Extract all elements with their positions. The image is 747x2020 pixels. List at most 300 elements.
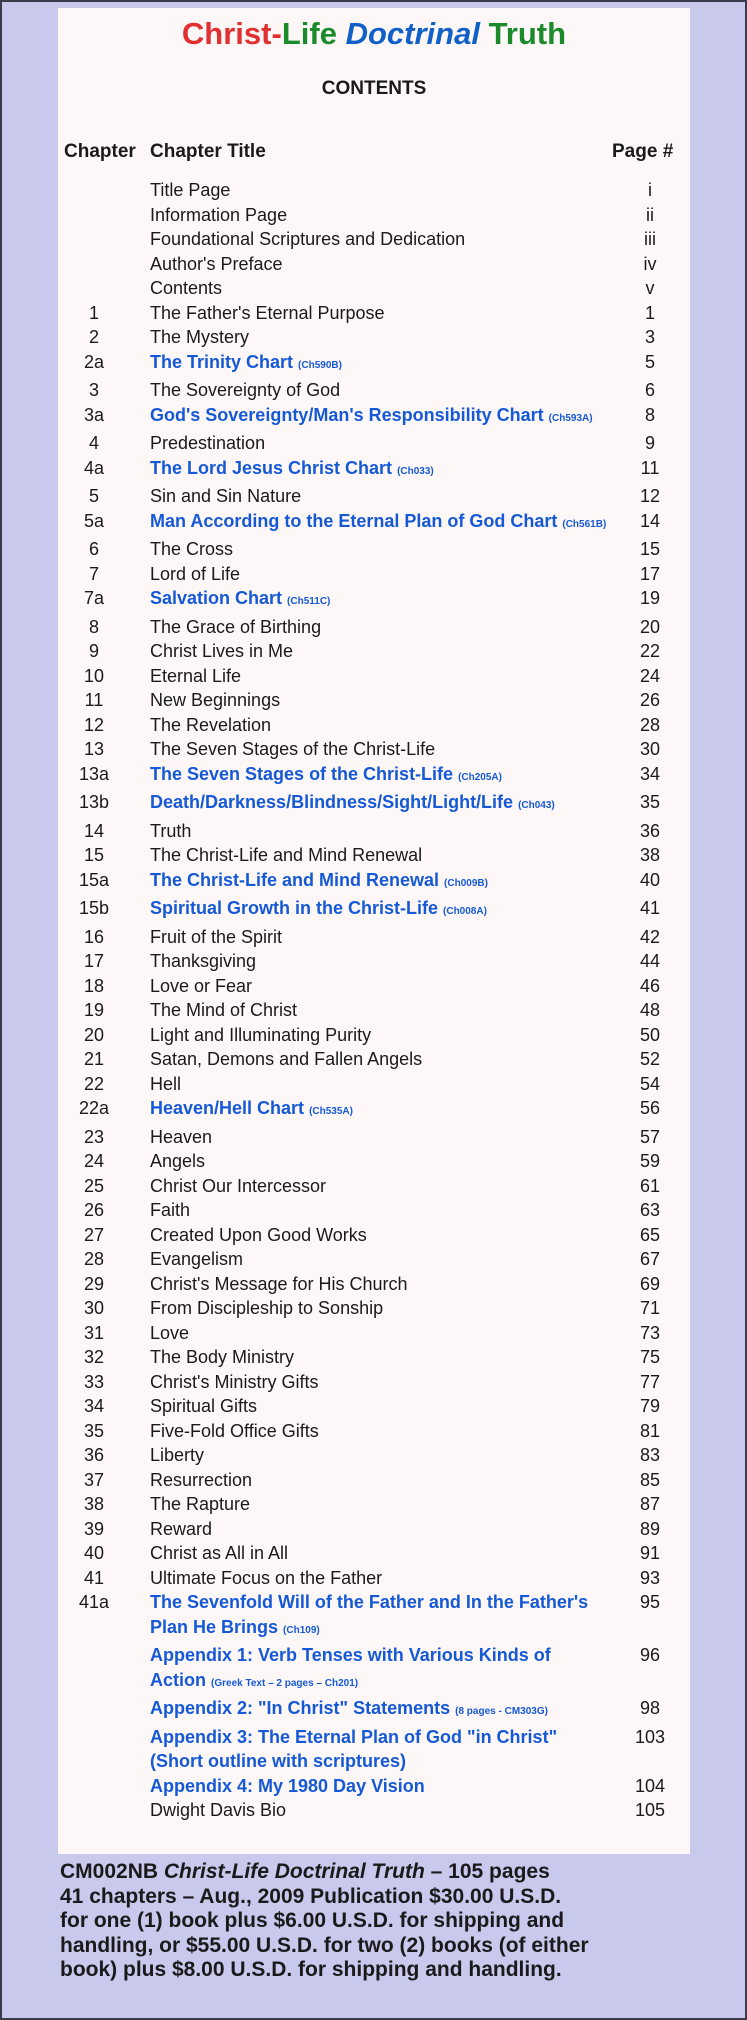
- chart-code: (8 pages - CM303G): [455, 1706, 548, 1717]
- chapter-number: 41: [83, 1567, 105, 1588]
- page-number: 35: [639, 792, 661, 812]
- chapter-number: 4a: [83, 457, 105, 478]
- chapter-title-link[interactable]: [150, 456, 610, 485]
- chapter-title-text: The Sovereignty of God: [150, 380, 341, 400]
- chapter-title: [150, 562, 610, 587]
- chapter-number: 32: [83, 1347, 105, 1367]
- chapter-title-text: Death/Darkness/Blindness/Sight/Light/Life: [150, 792, 514, 812]
- toc-row[interactable]: [58, 1774, 690, 1799]
- chapter-title-text: The Revelation: [150, 714, 272, 735]
- chapter-title-text: Title Page: [150, 180, 231, 200]
- toc-row: [58, 1149, 690, 1174]
- chapter-title: [150, 1394, 610, 1419]
- toc-row: [58, 1223, 690, 1248]
- toc-row: [58, 537, 690, 562]
- toc-row: [58, 1047, 690, 1072]
- chapter-title-link[interactable]: [150, 586, 610, 615]
- chapter-number: 14: [83, 820, 105, 841]
- chart-code: (Ch511C): [287, 596, 331, 607]
- page-number: 52: [639, 1049, 661, 1069]
- order-line-1: [60, 1860, 720, 1885]
- chapter-title: [150, 974, 610, 999]
- chapter-title-text: The Christ-Life and Mind Renewal: [150, 869, 440, 890]
- chart-code: (Ch109): [283, 1624, 320, 1636]
- chapter-title: [150, 1321, 610, 1346]
- toc-row: [58, 1023, 690, 1048]
- toc-row: [58, 1125, 690, 1150]
- page-number: 103: [634, 1726, 666, 1747]
- page-number: 1: [644, 302, 655, 323]
- chapter-title-link[interactable]: [150, 868, 610, 897]
- chapter-title-text: Heaven/Hell Chart: [150, 1098, 305, 1118]
- chapter-title-link[interactable]: [150, 350, 610, 379]
- page-number: ii: [646, 204, 654, 225]
- chapter-title: [150, 1468, 610, 1493]
- chapter-title: [150, 1345, 610, 1370]
- chapter-number: 6: [88, 539, 99, 559]
- contents-panel: [58, 8, 690, 1854]
- chart-code: (Greek Text – 2 pages – Ch201): [211, 1677, 359, 1689]
- chapter-title: [150, 1072, 610, 1097]
- chapter-title: [150, 1247, 610, 1272]
- chapter-title: [150, 1541, 610, 1566]
- chapter-number: 3: [88, 380, 99, 400]
- chapter-title-text: The Christ-Life and Mind Renewal: [150, 845, 423, 865]
- page-number: 85: [639, 1469, 661, 1490]
- chapter-number: 5: [88, 486, 99, 506]
- toc-row: [58, 843, 690, 868]
- chapter-title: [150, 325, 610, 350]
- page-number: 57: [639, 1126, 661, 1147]
- chapter-title-text: The Mystery: [150, 327, 250, 347]
- chart-code: (Ch033): [397, 465, 434, 477]
- chapter-number: 34: [83, 1396, 105, 1416]
- chapter-title-text: Appendix 4: My 1980 Day Vision: [150, 1775, 425, 1796]
- chapter-title-text: Salvation Chart: [150, 588, 283, 608]
- page-number: 48: [639, 1000, 661, 1020]
- chapter-title-link[interactable]: [150, 403, 610, 432]
- column-header-title: Chapter Title: [150, 141, 266, 162]
- chapter-title-text: Christ's Message for His Church: [150, 1273, 408, 1294]
- order-line-3: for one (1) book plus $6.00 U.S.D. for shipping and: [60, 1909, 565, 1932]
- page-number: 41: [639, 898, 661, 918]
- chapter-number: 17: [83, 951, 105, 971]
- chart-code: (Ch561B): [562, 518, 607, 530]
- page-number: 73: [639, 1322, 661, 1343]
- chapter-title-text: Hell: [150, 1073, 182, 1094]
- chapter-title-text: Information Page: [150, 204, 288, 225]
- chapter-title: [150, 615, 610, 640]
- toc-row[interactable]: [58, 1643, 690, 1696]
- chapter-number: 15b: [78, 898, 110, 918]
- page-number: 93: [639, 1567, 661, 1588]
- toc-row: [58, 1492, 690, 1517]
- toc-row: [58, 1321, 690, 1346]
- page-number: 95: [639, 1592, 661, 1612]
- chapter-number: 9: [88, 641, 99, 661]
- toc-row: [58, 301, 690, 326]
- chapter-title: [150, 1023, 610, 1048]
- toc-row[interactable]: [58, 1696, 690, 1725]
- chapter-title: [150, 252, 610, 277]
- chapter-title: [150, 925, 610, 950]
- chapter-title-text: Predestination: [150, 433, 266, 453]
- toc-row: [58, 1566, 690, 1591]
- chapter-number: 31: [83, 1322, 105, 1343]
- chapter-title-text: The Lord Jesus Christ Chart: [150, 457, 393, 478]
- chapter-title-text: Contents: [150, 278, 223, 298]
- chapter-title-link[interactable]: [150, 1696, 610, 1725]
- toc-row: [58, 484, 690, 509]
- chart-code: (Ch205A): [458, 771, 502, 783]
- toc-row: [58, 664, 690, 689]
- chapter-title-text: The Body Ministry: [150, 1347, 295, 1367]
- chapter-number: 13b: [78, 792, 110, 812]
- chapter-number: 25: [83, 1175, 105, 1196]
- page-number: 30: [639, 739, 661, 759]
- chapter-title-text: From Discipleship to Sonship: [150, 1298, 384, 1318]
- toc-list: [58, 178, 690, 1823]
- chapter-title-text: The Seven Stages of the Christ-Life: [150, 763, 454, 784]
- chapter-title: [150, 276, 610, 301]
- chapter-title-link[interactable]: [150, 762, 610, 791]
- toc-row: [58, 1517, 690, 1542]
- chapter-number: 39: [83, 1518, 105, 1539]
- chapter-title-text: Reward: [150, 1518, 213, 1539]
- chapter-title-text: Angels: [150, 1151, 206, 1171]
- toc-row[interactable]: [58, 896, 690, 925]
- toc-row: [58, 431, 690, 456]
- chart-code: (Ch593A): [548, 412, 593, 424]
- chapter-title-text: Satan, Demons and Fallen Angels: [150, 1049, 423, 1069]
- chapter-title-text: The Sevenfold Will of the Father and In the Father's Plan He Brings: [150, 1592, 589, 1637]
- toc-row: [58, 378, 690, 403]
- chapter-number: 15: [83, 845, 105, 865]
- toc-row: [58, 1394, 690, 1419]
- page-number: 6: [644, 380, 655, 400]
- chapter-title-link[interactable]: [150, 1590, 610, 1643]
- chapter-title: [150, 998, 610, 1023]
- chart-code: (Ch043): [518, 800, 555, 811]
- chapter-title-text: Foundational Scriptures and Dedication: [150, 229, 466, 249]
- chapter-number: 18: [83, 975, 105, 996]
- chapter-number: 16: [83, 926, 105, 947]
- page-number: 28: [639, 714, 661, 735]
- toc-row: [58, 325, 690, 350]
- toc-row: [58, 615, 690, 640]
- toc-row: [58, 276, 690, 301]
- chapter-title-text: Sin and Sin Nature: [150, 486, 302, 506]
- chapter-number: 7: [88, 563, 99, 584]
- page-number: iv: [643, 253, 657, 274]
- toc-row[interactable]: [58, 868, 690, 897]
- page-number: 98: [639, 1698, 661, 1718]
- chapter-number: 36: [83, 1445, 105, 1465]
- chapter-title-text: God's Sovereignty/Man's Responsibility Chart: [150, 404, 544, 425]
- chapter-title-link[interactable]: [150, 790, 610, 819]
- page-number: 3: [644, 327, 655, 347]
- chapter-title: [150, 1296, 610, 1321]
- toc-row: [58, 1296, 690, 1321]
- page-number: 75: [639, 1347, 661, 1367]
- chart-code: (Ch009B): [444, 877, 488, 889]
- page-number: 56: [639, 1098, 661, 1118]
- page-number: 83: [639, 1445, 661, 1465]
- page-number: 36: [639, 820, 661, 841]
- page-number: v: [645, 278, 655, 298]
- page-number: 38: [639, 845, 661, 865]
- heading-hyphen: -: [271, 16, 282, 51]
- chapter-number: 5a: [83, 510, 105, 531]
- chapter-number: 2a: [83, 351, 105, 372]
- page-number: 20: [639, 616, 661, 637]
- toc-row: [58, 1174, 690, 1199]
- toc-row: [58, 819, 690, 844]
- chapter-title: [150, 1492, 610, 1517]
- toc-row: [58, 1072, 690, 1097]
- page-number: 105: [634, 1800, 666, 1820]
- chapter-title-text: Spiritual Gifts: [150, 1396, 258, 1416]
- chapter-title: [150, 1517, 610, 1542]
- chapter-title-text: Christ's Ministry Gifts: [150, 1371, 319, 1392]
- chapter-title: [150, 1798, 610, 1823]
- chapter-title-text: Thanksgiving: [150, 951, 257, 971]
- toc-row: [58, 688, 690, 713]
- chapter-title: [150, 378, 610, 403]
- page-number: 69: [639, 1273, 661, 1294]
- toc-row: [58, 1541, 690, 1566]
- product-title: Christ-Life Doctrinal Truth: [163, 1860, 425, 1883]
- chapter-title: [150, 178, 610, 203]
- toc-row: [58, 227, 690, 252]
- page-number: 5: [644, 351, 655, 372]
- toc-row: [58, 998, 690, 1023]
- chapter-title: [150, 1272, 610, 1297]
- page-number: 67: [639, 1249, 661, 1269]
- chapter-title-text: Appendix 2: "In Christ" Statements: [150, 1698, 451, 1718]
- chapter-title: [150, 1149, 610, 1174]
- chapter-number: 24: [83, 1151, 105, 1171]
- chapter-number: 1: [88, 302, 99, 323]
- chapter-title: [150, 484, 610, 509]
- product-code: CM002NB: [60, 1860, 159, 1883]
- toc-row[interactable]: [58, 509, 690, 538]
- toc-row[interactable]: [58, 1725, 690, 1774]
- chapter-title-text: The Rapture: [150, 1494, 251, 1514]
- chapter-title-link[interactable]: [150, 1096, 610, 1125]
- toc-row[interactable]: [58, 403, 690, 432]
- chapter-title-text: Love or Fear: [150, 975, 253, 996]
- toc-row: [58, 1345, 690, 1370]
- chapter-number: 8: [88, 616, 99, 637]
- page-number: 54: [639, 1073, 661, 1094]
- chapter-title: [150, 301, 610, 326]
- page-number: iii: [644, 229, 656, 249]
- order-line-5: book) plus $8.00 U.S.D. for shipping and handling.: [60, 1958, 562, 1981]
- chapter-number: 15a: [78, 869, 110, 890]
- chapter-title-text: Appendix 3: The Eternal Plan of God "in Christ" (Short outline with scriptures): [150, 1726, 558, 1771]
- toc-row[interactable]: [58, 586, 690, 615]
- toc-row[interactable]: [58, 1096, 690, 1125]
- chapter-title-text: Appendix 1: Verb Tenses with Various Kinds of Action: [150, 1645, 551, 1690]
- page-number: 12: [639, 486, 661, 506]
- chapter-title: [150, 1370, 610, 1395]
- chapter-title: [150, 1419, 610, 1444]
- page-number: 19: [639, 588, 661, 608]
- chapter-number: 21: [83, 1049, 105, 1069]
- chapter-title-text: Five-Fold Office Gifts: [150, 1420, 319, 1441]
- toc-row: [58, 1272, 690, 1297]
- page-number: 34: [639, 763, 661, 784]
- chapter-title-text: Heaven: [150, 1126, 213, 1147]
- page-number: 91: [639, 1543, 661, 1563]
- page-number: i: [648, 180, 652, 200]
- chapter-title-link[interactable]: [150, 896, 610, 925]
- page-number: 89: [639, 1518, 661, 1539]
- chapter-title-text: Light and Illuminating Purity: [150, 1024, 372, 1045]
- chapter-title: [150, 1443, 610, 1468]
- toc-row: [58, 252, 690, 277]
- chapter-title-text: Resurrection: [150, 1469, 253, 1490]
- page-number: 24: [639, 665, 661, 686]
- page-number: 77: [639, 1371, 661, 1392]
- chapter-title-text: Christ as All in All: [150, 1543, 289, 1563]
- page-number: 104: [634, 1775, 666, 1796]
- page-number: 61: [639, 1175, 661, 1196]
- chapter-number: 29: [83, 1273, 105, 1294]
- chapter-number: 26: [83, 1200, 105, 1220]
- chapter-number: 28: [83, 1249, 105, 1269]
- chapter-number: 4: [88, 433, 99, 453]
- page-number: 96: [639, 1645, 661, 1665]
- page-number: 81: [639, 1420, 661, 1441]
- order-line-2: 41 chapters – Aug., 2009 Publication $30.00 U.S.D.: [60, 1884, 562, 1908]
- chapter-number: 37: [83, 1469, 105, 1490]
- chapter-title-text: Man According to the Eternal Plan of God Chart: [150, 510, 558, 531]
- chart-code: (Ch535A): [309, 1106, 353, 1117]
- page-number: 59: [639, 1151, 661, 1171]
- chapter-number: 22: [83, 1073, 105, 1094]
- page-number: 40: [639, 869, 661, 890]
- chapter-title-text: Author's Preface: [150, 253, 283, 274]
- chapter-number: 27: [83, 1224, 105, 1245]
- chapter-title-text: The Grace of Birthing: [150, 616, 322, 637]
- toc-row: [58, 974, 690, 999]
- page-number: 65: [639, 1224, 661, 1245]
- chapter-title: [150, 843, 610, 868]
- chart-code: (Ch590B): [298, 359, 342, 371]
- toc-row: [58, 1468, 690, 1493]
- chapter-number: 7a: [83, 588, 105, 608]
- chapter-title: [150, 1047, 610, 1072]
- chapter-number: 20: [83, 1024, 105, 1045]
- page-number: 17: [639, 563, 661, 584]
- chapter-title-link[interactable]: [150, 1725, 610, 1774]
- heading-life: Life: [281, 16, 337, 51]
- toc-row[interactable]: [58, 350, 690, 379]
- chapter-number: 10: [83, 665, 105, 686]
- chapter-title-text: The Mind of Christ: [150, 1000, 298, 1020]
- column-header-page: Page #: [612, 141, 674, 162]
- chapter-title-text: Evangelism: [150, 1249, 244, 1269]
- chapter-title-text: New Beginnings: [150, 690, 281, 710]
- toc-row: [58, 1247, 690, 1272]
- toc-row: [58, 925, 690, 950]
- page-number: 87: [639, 1494, 661, 1514]
- page-number: 79: [639, 1396, 661, 1416]
- order-line-4: handling, or $55.00 U.S.D. for two (2) books (of either: [60, 1933, 589, 1957]
- toc-row: [58, 949, 690, 974]
- toc-row: [58, 1443, 690, 1468]
- chapter-number: 35: [83, 1420, 105, 1441]
- chapter-number: 41a: [78, 1592, 110, 1612]
- page-number: 14: [639, 510, 661, 531]
- page-number: 63: [639, 1200, 661, 1220]
- chapter-title: [150, 203, 610, 228]
- toc-row: [58, 737, 690, 762]
- chapter-title-text: Dwight Davis Bio: [150, 1800, 287, 1820]
- chapter-number: 22a: [78, 1098, 110, 1118]
- toc-row: [58, 562, 690, 587]
- chapter-title: [150, 431, 610, 456]
- page-number: 11: [640, 457, 660, 478]
- chapter-title: [150, 664, 610, 689]
- chapter-title-text: The Cross: [150, 539, 234, 559]
- page-number: 44: [639, 951, 661, 971]
- chapter-title-text: Love: [150, 1322, 190, 1343]
- chapter-number: 30: [83, 1298, 105, 1318]
- chapter-number: 13a: [78, 763, 110, 784]
- toc-row[interactable]: [58, 456, 690, 485]
- chapter-title-text: Truth: [150, 820, 192, 841]
- chapter-number: 40: [83, 1543, 105, 1563]
- toc-row: [58, 1798, 690, 1823]
- chapter-title-text: Created Upon Good Works: [150, 1224, 367, 1245]
- page-number: 22: [639, 641, 661, 661]
- toc-row: [58, 639, 690, 664]
- chapter-title-text: Liberty: [150, 1445, 205, 1465]
- page-number: 8: [644, 404, 655, 425]
- order-info: [60, 1860, 720, 1983]
- chapter-title: [150, 688, 610, 713]
- chapter-title-link[interactable]: [150, 1643, 610, 1696]
- chapter-title: [150, 1198, 610, 1223]
- chapter-number: 33: [83, 1371, 105, 1392]
- toc-row: [58, 1370, 690, 1395]
- chapter-title-text: Lord of Life: [150, 563, 241, 584]
- toc-row[interactable]: [58, 762, 690, 791]
- chapter-number: 11: [84, 690, 104, 710]
- chapter-title-text: Christ Lives in Me: [150, 641, 294, 661]
- page-number: 50: [639, 1024, 661, 1045]
- heading-truth: Truth: [488, 16, 567, 51]
- toc-row: [58, 1419, 690, 1444]
- chapter-title: [150, 949, 610, 974]
- chapter-number: 2: [88, 327, 99, 347]
- chapter-number: 12: [83, 714, 105, 735]
- chapter-title-text: Ultimate Focus on the Father: [150, 1567, 383, 1588]
- toc-row[interactable]: [58, 790, 690, 819]
- toc-row[interactable]: [58, 1590, 690, 1643]
- chapter-title-link[interactable]: [150, 1774, 610, 1799]
- heading-doctrinal: Doctrinal: [345, 16, 480, 51]
- toc-row: [58, 713, 690, 738]
- chapter-title: [150, 737, 610, 762]
- chapter-title-text: The Seven Stages of the Christ-Life: [150, 739, 436, 759]
- toc-row: [58, 178, 690, 203]
- chapter-title-link[interactable]: [150, 509, 610, 538]
- page-number: 9: [644, 433, 655, 453]
